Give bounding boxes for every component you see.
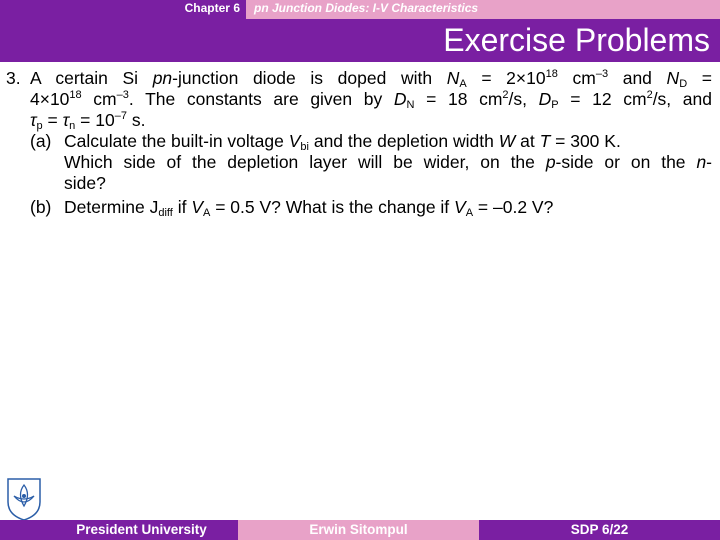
subscript: p: [36, 120, 43, 132]
symbol-tau-p: τ: [30, 110, 37, 130]
text-segment: cm: [81, 89, 117, 109]
text-segment: = 12 cm: [558, 89, 647, 109]
text-segment: = 18 cm: [414, 89, 503, 109]
chapter-label: Chapter 6: [184, 1, 240, 15]
subscript: n: [69, 120, 76, 132]
symbol-dn: D: [393, 89, 407, 109]
subscript: P: [551, 99, 559, 111]
subscript: A: [459, 78, 467, 90]
symbol-dp: D: [538, 89, 552, 109]
text-segment: p: [545, 152, 556, 172]
text-segment: Which side of the depletion layer will be wider, on the: [64, 152, 546, 172]
subtitle-box: [246, 0, 720, 19]
subscript: diff: [158, 207, 173, 219]
title-band: [0, 19, 720, 62]
subscript: A: [203, 207, 211, 219]
text-segment: if: [172, 197, 192, 217]
text-segment: Calculate the built-in voltage: [64, 131, 289, 151]
subscript: D: [679, 78, 688, 90]
subscript: N: [406, 99, 415, 111]
part-b-label: (b): [30, 197, 52, 217]
text-segment: = –0.2 V?: [473, 197, 554, 217]
symbol-vbi: V: [288, 131, 301, 151]
footer-author: Erwin Sitompul: [238, 520, 479, 540]
text-segment: and the depletion width: [308, 131, 499, 151]
part-a-line-3: side?: [64, 173, 106, 193]
problem-line-3: [6, 110, 712, 131]
symbol-t: T: [539, 131, 551, 151]
superscript: –3: [116, 89, 129, 101]
superscript: 18: [545, 68, 558, 80]
chapter-box: [0, 0, 246, 19]
footer-university: President University: [76, 522, 207, 537]
text-segment: -: [706, 152, 712, 172]
superscript: –7: [114, 110, 127, 122]
text-segment: =: [687, 68, 712, 88]
text-segment: s.: [126, 110, 146, 130]
superscript: 2: [646, 89, 653, 101]
symbol-va: V: [454, 197, 466, 217]
part-a-line-1: [6, 131, 712, 152]
text-segment: 4×10: [30, 89, 70, 109]
footer-page-number: SDP 6/22: [570, 522, 629, 537]
problem-line-2: [6, 89, 712, 110]
text-segment: /s, and: [652, 89, 712, 109]
text-segment: = 10: [75, 110, 115, 130]
text-segment: =: [42, 110, 63, 130]
text-segment: = 2×10: [466, 68, 546, 88]
subscript: A: [465, 207, 474, 219]
symbol-nd: N: [666, 68, 680, 88]
header-bar: [0, 0, 720, 19]
text-segment: /s,: [508, 89, 539, 109]
text-segment: and: [608, 68, 667, 88]
text-segment: -side or on the: [555, 152, 697, 172]
text-segment: = 300 K.: [550, 131, 621, 151]
text-segment: Determine J: [64, 197, 159, 217]
slide-subtitle: pn Junction Diodes: I-V Characteristics: [254, 1, 479, 15]
text-segment: pn: [152, 68, 173, 88]
text-segment: cm: [557, 68, 596, 88]
text-segment: -junction diode is doped with: [172, 68, 433, 88]
symbol-w: W: [498, 131, 516, 151]
superscript: –3: [595, 68, 609, 80]
superscript: 2: [502, 89, 509, 101]
symbol-na: N: [446, 68, 460, 88]
part-a-label: (a): [30, 131, 52, 151]
text-segment: A certain Si: [30, 68, 139, 88]
part-b-line: [6, 197, 712, 218]
footer-bar: [0, 520, 720, 540]
text-segment: . The constants are given by: [128, 89, 394, 109]
problem-line-1: [6, 68, 712, 89]
subscript: bi: [300, 141, 309, 153]
part-a-line-2: [6, 152, 712, 173]
text-segment: = 0.5 V? What is the change if: [210, 197, 455, 217]
text-segment: at: [515, 131, 540, 151]
symbol-va: V: [191, 197, 203, 217]
university-logo-icon: [5, 476, 43, 522]
problem-number: 3.: [6, 68, 21, 88]
problem-body: [6, 68, 712, 218]
superscript: 18: [69, 89, 82, 101]
symbol-tau-n: τ: [62, 110, 70, 130]
slide-title: Exercise Problems: [443, 22, 710, 58]
text-segment: n: [696, 152, 707, 172]
